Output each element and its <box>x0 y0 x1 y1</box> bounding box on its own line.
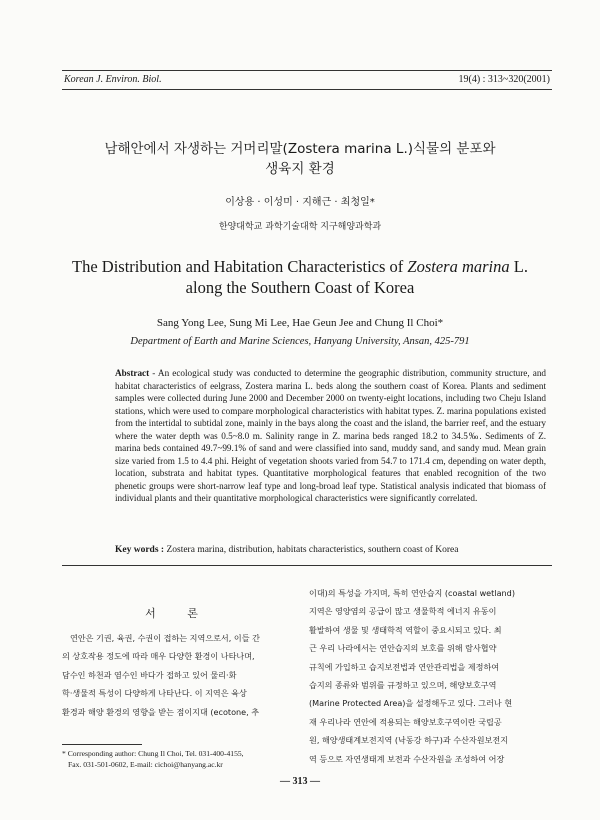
keywords-rule <box>62 565 552 566</box>
english-authors: Sang Yong Lee, Sung Mi Lee, Hae Geun Jee and Chung Il Choi* <box>156 317 444 329</box>
header-top-rule <box>62 70 552 71</box>
korean-title <box>40 139 560 179</box>
body-line: 연안은 기권, 육권, 수권이 접하는 지역으로서, 이들 간 <box>70 633 260 643</box>
english-title-prefix: The Distribution and Habitation Characteristics of <box>72 257 408 276</box>
keywords-text: Zostera marina, distribution, habitats characteristics, southern coast of Korea <box>166 545 459 555</box>
body-line: 학·생물적 특성이 다양하게 나타난다. 이 지역은 육상 <box>62 688 247 699</box>
footnote-line2: Fax. 031-501-0602, E-mail: cichoi@hanyang.ac.kr <box>68 760 223 769</box>
abstract-text: - An ecological study was conducted to determine the geographic distribution, community structure, and habitat characteristics of eelgrass, Zostera marina L. beds along the southern coast of Korea. Plants and sediment samples were collected during June 2000 and December 2000 on twenty-eight locations, including two Cheju Island stations, which were used to compare morphological characteristics with habitat types. Z. marina populations existed from the intertidal to subtidal zone, mainly in the bays along the coast and the island, the barrier reef, and the estuary where the water depth was 0.5~8.0 m. Salinity range in Z. marina beds ranged 18.2 to 34.5‰. Sediments of Z. marina beds contained 49.7~99.1% of sand and were classified into sand, muddy sand, and sandy mud. Mean grain size varied from 1.5 to 4.4 phi. Height of vegetation shoots varied from 54.7 to 171.4 cm, depending on water depth, location, substrata and habitat types. Quantitative morphological features that enabled recognition of the two phenetic groups were short-narrow leaf type and long-broad leaf type. Statistical analysis indicated that biomass of individual plants and their quantitative morphological characteristics were significantly correlated. <box>115 368 547 504</box>
footnote-rule <box>62 744 142 745</box>
body-line: 활발하여 생물 및 생태학적 역할이 중요시되고 있다. 최 <box>309 624 502 635</box>
footnote-line1: * Corresponding author: Chung Il Choi, Tel. 031-400-4155, <box>62 749 244 758</box>
abstract <box>115 367 546 505</box>
body-line: 규칙에 가입하고 습지보전법과 연안관리법을 제정하여 <box>309 661 500 672</box>
header-bottom-rule <box>62 89 552 90</box>
korean-title-line1: 남해안에서 자생하는 거머리말(Zostera marina L.)식물의 분포와 <box>104 141 496 157</box>
volume-pages: 19(4) : 313~320(2001) <box>458 74 550 85</box>
english-title-line1 <box>30 256 570 277</box>
body-line: 의 상호작용 정도에 따라 매우 다양한 환경이 나타나며, <box>62 651 255 662</box>
abstract-label: Abstract <box>115 368 150 378</box>
body-column-left <box>62 629 302 721</box>
body-line: 환경과 해양 환경의 영향을 받는 점이지대 (ecotone, 추 <box>62 706 260 717</box>
body-line: 담수인 하천과 염수인 바다가 접하고 있어 물리·화 <box>62 669 237 680</box>
body-line: 습지의 종류와 범위를 규정하고 있으며, 해양보호구역 <box>309 680 497 691</box>
body-line: 이대)의 특성을 가지며, 특히 연안습지 (coastal wetland) <box>309 588 515 598</box>
body-line: 원, 해양생태계보전지역 (낙동강 하구)과 수산자원보전지 <box>309 735 509 746</box>
english-title-line2: along the Southern Coast of Korea <box>185 278 415 297</box>
english-affiliation: Department of Earth and Marine Sciences, Hanyang University, Ansan, 425-791 <box>130 336 470 347</box>
body-line: 근 우리 나라에서는 연안습지의 보호를 위해 람사협약 <box>309 643 497 654</box>
body-line: (Marine Protected Area)을 설정해두고 있다. 그러나 현 <box>309 698 513 709</box>
keywords <box>115 545 546 555</box>
section-title-introduction: 서 론 <box>145 607 212 620</box>
keywords-label: Key words : <box>115 545 165 555</box>
body-line: 지역은 영양염의 공급이 많고 생물학적 에너지 유동이 <box>309 606 497 617</box>
korean-authors: 이상용 · 이성미 · 지해근 · 최청일* <box>225 197 375 208</box>
footnote <box>62 748 302 770</box>
body-line: 역 등으로 자연생태계 보전과 수산자원을 조성하여 어장 <box>309 753 505 764</box>
journal-name: Korean J. Environ. Biol. <box>64 74 162 85</box>
english-title-suffix: L. <box>509 257 528 276</box>
english-title <box>30 256 570 298</box>
body-column-right <box>309 584 554 768</box>
korean-title-line2: 생육지 환경 <box>265 161 335 177</box>
korean-affiliation: 한양대학교 과학기술대학 지구해양과학과 <box>218 222 382 232</box>
english-title-species: Zostera marina <box>407 257 510 276</box>
body-line: 재 우리나라 연안에 적용되는 해양보호구역이란 국립공 <box>309 716 502 727</box>
page-number: — 313 — <box>280 776 320 787</box>
